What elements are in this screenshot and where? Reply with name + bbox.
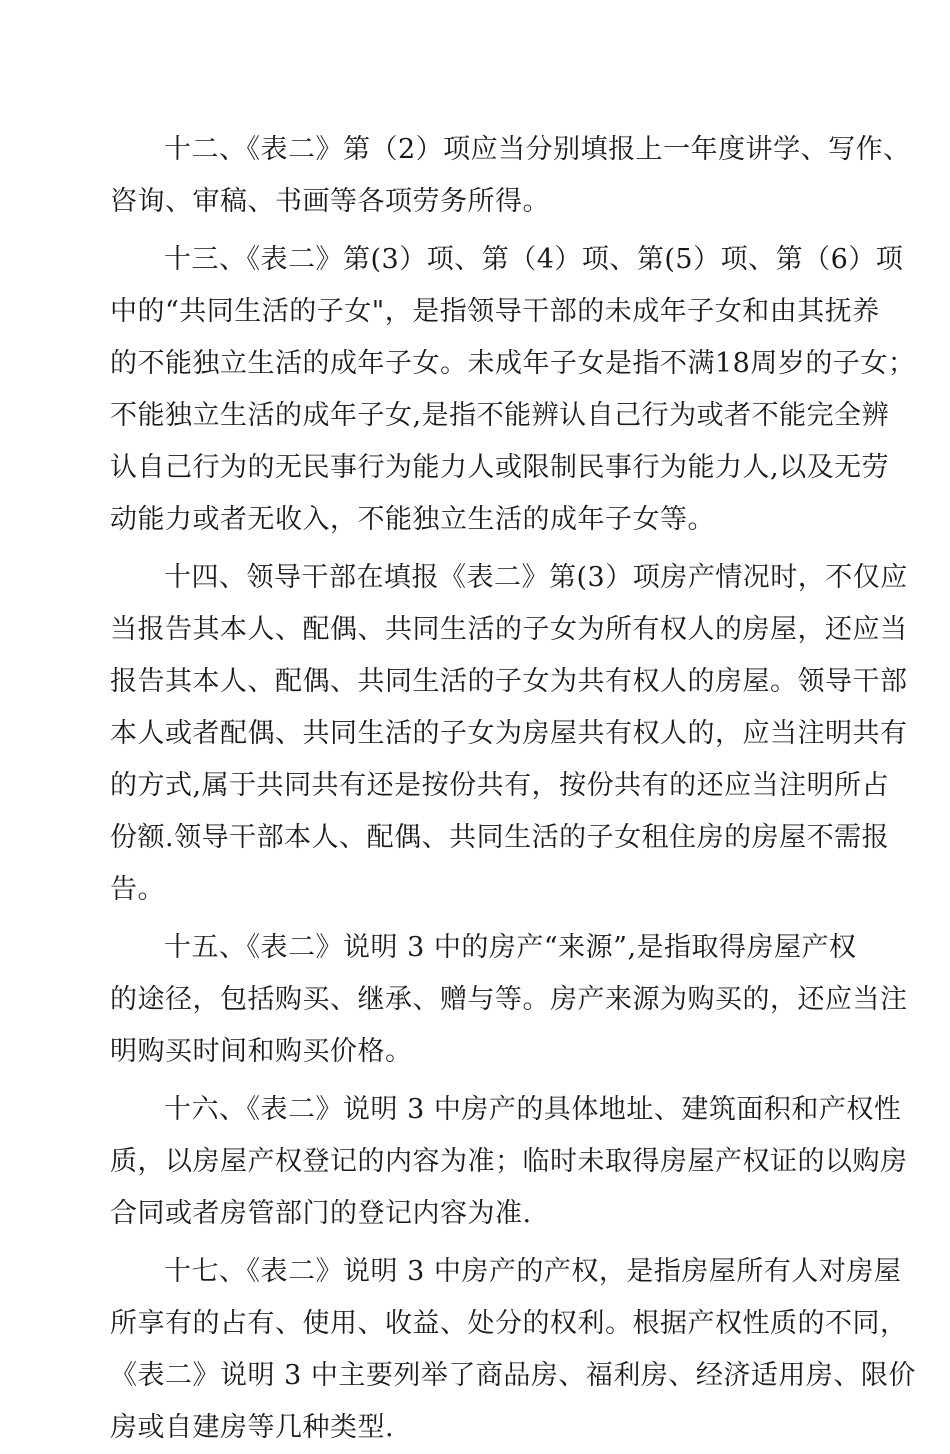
text-line: 认自己行为的无民事行为能力人或限制民事行为能力人,以及无劳: [110, 452, 890, 483]
text-line: 中的“共同生活的子女"，是指领导干部的未成年子女和由其抚养: [110, 296, 880, 327]
text-line: 告。: [110, 874, 165, 905]
text-line: 明购买时间和购买价格。: [110, 1036, 413, 1067]
text-line: 《表二》说明 3 中主要列举了商品房、福利房、经济适用房、限价: [110, 1360, 916, 1391]
text-line: 十七、《表二》说明 3 中房产的产权，是指房屋所有人对房屋: [164, 1256, 902, 1287]
paragraph-12: [110, 124, 911, 228]
text-line: 十二、《表二》第（2）项应当分别填报上一年度讲学、写作、: [164, 134, 911, 165]
text-line: 质，以房屋产权登记的内容为准；临时未取得房屋产权证的以购房: [110, 1146, 908, 1177]
text-line: 房或自建房等几种类型.: [110, 1412, 395, 1443]
paragraph-17: [110, 1246, 916, 1454]
text-line: 十三、《表二》第(3）项、第（4）项、第(5）项、第（6）项: [164, 244, 904, 275]
text-line: 份额.领导干部本人、配偶、共同生活的子女租住房的房屋不需报: [110, 822, 890, 853]
paragraph-15: [110, 922, 908, 1078]
text-line: 合同或者房管部门的登记内容为准.: [110, 1198, 532, 1229]
text-line: 的不能独立生活的成年子女。未成年子女是指不满18周岁的子女；: [110, 348, 916, 379]
text-line: 咨询、审稿、书画等各项劳务所得。: [110, 186, 550, 217]
text-line: 报告其本人、配偶、共同生活的子女为共有权人的房屋。领导干部: [110, 666, 908, 697]
text-line: 当报告其本人、配偶、共同生活的子女为所有权人的房屋，还应当: [110, 614, 908, 645]
text-line: 动能力或者无收入，不能独立生活的成年子女等。: [110, 504, 715, 535]
paragraph-13: [110, 234, 916, 546]
document-body: [110, 124, 916, 1454]
text-line: 所享有的占有、使用、收益、处分的权利。根据产权性质的不同，: [110, 1308, 908, 1339]
text-line: 的方式,属于共同共有还是按份共有，按份共有的还应当注明所占: [110, 770, 890, 801]
text-line: 十五、《表二》说明 3 中的房产“来源”,是指取得房屋产权: [164, 932, 857, 963]
paragraph-16: [110, 1084, 908, 1240]
text-line: 的途径，包括购买、继承、赠与等。房产来源为购买的，还应当注: [110, 984, 908, 1015]
text-line: 不能独立生活的成年子女,是指不能辨认自己行为或者不能完全辨: [110, 400, 890, 431]
text-line: 十四、领导干部在填报《表二》第(3）项房产情况时，不仅应: [164, 562, 908, 593]
paragraph-14: [110, 552, 908, 916]
text-line: 十六、《表二》说明 3 中房产的具体地址、建筑面积和产权性: [164, 1094, 902, 1125]
text-line: 本人或者配偶、共同生活的子女为房屋共有权人的，应当注明共有: [110, 718, 908, 749]
